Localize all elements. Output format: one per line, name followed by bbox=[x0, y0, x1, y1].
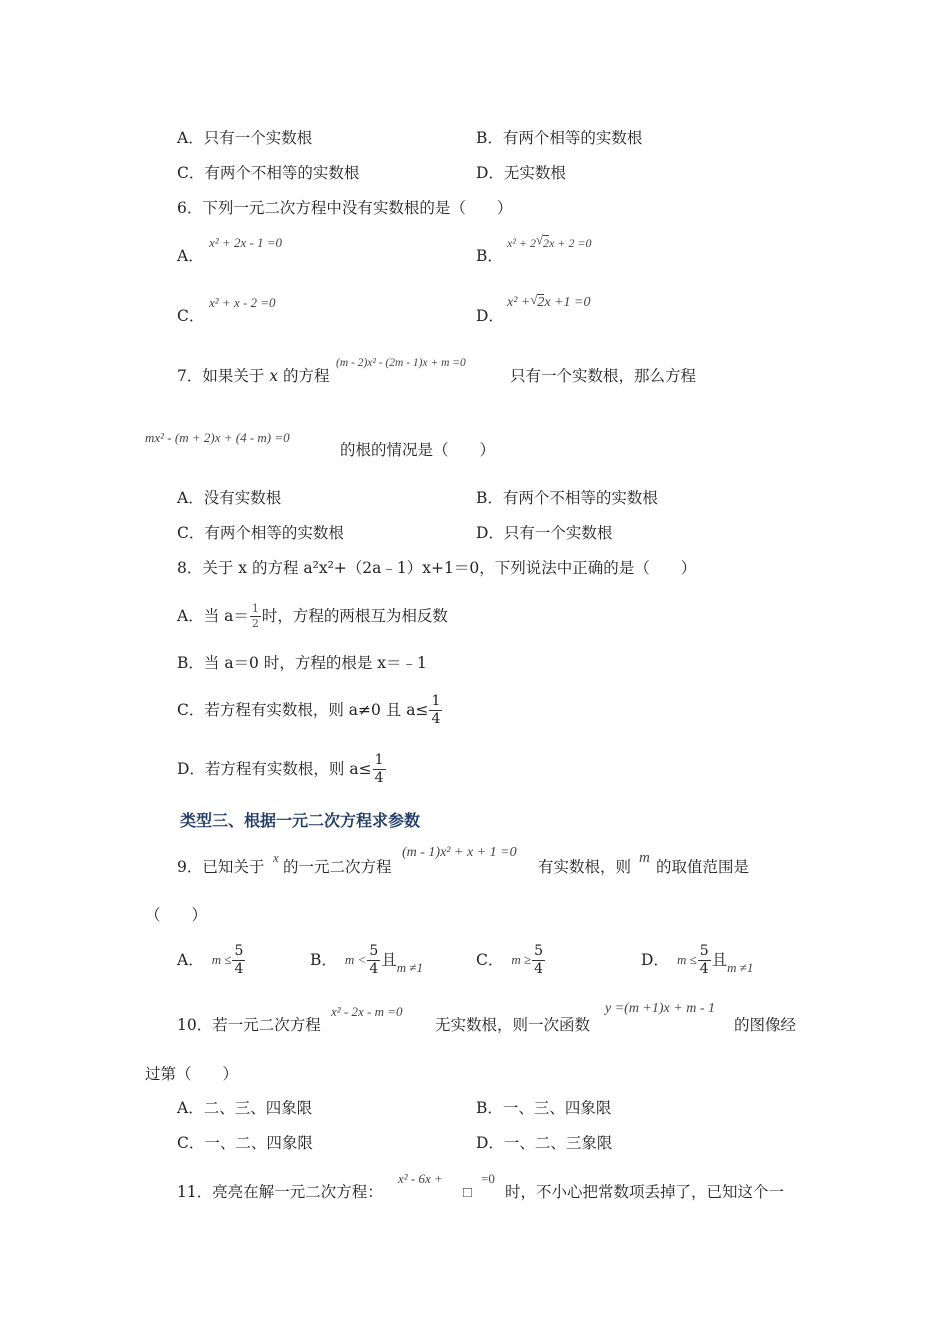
q5-option-d: D．无实数根 bbox=[476, 164, 566, 182]
q9-option-a-fraction: $\frac{5}{4}$ bbox=[234, 942, 244, 977]
q7-equation-1: (m - 2)x² - (2m - 1)x + m =0 bbox=[336, 357, 466, 369]
q8-option-c-fraction: $\frac{1}{4}$ bbox=[431, 692, 441, 727]
q10-stem-part3: 的图像经 bbox=[734, 1016, 797, 1034]
q9-var-m: m bbox=[639, 850, 650, 866]
q6-option-b-label: B． bbox=[476, 247, 503, 265]
q7-option-b: B．有两个不相等的实数根 bbox=[476, 489, 658, 507]
q9-option-d: D． m ≤ $\frac{5}{4}$ 且 m ≠1 bbox=[641, 942, 754, 977]
q7-equation-2: mx² - (m + 2)x + (4 - m) =0 bbox=[145, 430, 290, 445]
section-heading: 类型三、根据一元二次方程求参数 bbox=[180, 811, 421, 830]
q9-equation: (m - 1)x² + x + 1 =0 bbox=[402, 845, 517, 860]
q9-stem-part4: 的取值范围是 bbox=[656, 858, 750, 876]
q9-option-c-fraction: $\frac{5}{4}$ bbox=[534, 942, 544, 977]
q9-option-a: A． m ≤ $\frac{5}{4}$ bbox=[177, 942, 244, 977]
q6-option-b-equation: x² + 2 √ 2x + 2 =0 bbox=[507, 232, 592, 250]
q10-stem-part1: 10．若一元二次方程 bbox=[177, 1016, 321, 1034]
q5-option-c: C．有两个不相等的实数根 bbox=[177, 164, 360, 182]
q8-option-d-fraction: $\frac{1}{4}$ bbox=[374, 751, 384, 786]
q11-equation-right: =0 bbox=[481, 1171, 495, 1186]
q10-equation: x² - 2x - m =0 bbox=[331, 1004, 403, 1019]
q6-option-d-label: D． bbox=[476, 307, 504, 325]
q9-stem-part1: 9．已知关于 bbox=[177, 858, 265, 876]
q10-stem-part2: 无实数根，则一次函数 bbox=[435, 1016, 591, 1034]
q6-option-a-label: A． bbox=[177, 247, 204, 265]
q9-option-b-fraction: $\frac{5}{4}$ bbox=[369, 942, 379, 977]
q9-answer-paren: （ ） bbox=[145, 906, 208, 924]
q11-stem-part1: 11．亮亮在解一元二次方程： bbox=[177, 1183, 383, 1201]
q7-option-d: D．只有一个实数根 bbox=[476, 524, 613, 542]
q9-stem-part2: 的一元二次方程 bbox=[283, 858, 392, 876]
q11-equation-left: x² - 6x + bbox=[398, 1171, 443, 1186]
q8-option-a: A．当 a＝ $\frac{1}{2}$ 时，方程的两根互为相反数 bbox=[177, 601, 448, 630]
q8-option-b: B．当 a＝0 时，方程的根是 x＝﹣1 bbox=[177, 654, 427, 672]
q6-option-d-equation: x² + √ 2x +1 =0 bbox=[507, 292, 591, 310]
q9-option-d-fraction: $\frac{5}{4}$ bbox=[699, 942, 709, 977]
q6-option-c-equation: x² + x - 2 =0 bbox=[209, 295, 276, 310]
q6-option-c-label: C． bbox=[177, 307, 205, 325]
q10-option-c: C．一、二、四象限 bbox=[177, 1134, 313, 1152]
q7-option-c: C．有两个相等的实数根 bbox=[177, 524, 344, 542]
q8-option-c: C．若方程有实数根，则 a≠0 且 a≤ $\frac{1}{4}$ bbox=[177, 692, 441, 727]
q5-option-b: B．有两个相等的实数根 bbox=[476, 129, 643, 147]
q6-option-a-equation: x² + 2x - 1 =0 bbox=[209, 235, 283, 250]
q9-stem-part3: 有实数根，则 bbox=[538, 858, 632, 876]
q9-var-x: x bbox=[273, 850, 279, 865]
q10-function: y =(m +1)x + m - 1 bbox=[605, 1001, 715, 1016]
q9-option-b: B． m < $\frac{5}{4}$ 且 m ≠1 bbox=[310, 942, 424, 977]
q8-stem: 8．关于 x 的方程 a²x²+（2a﹣1）x+1＝0，下列说法中正确的是（ ） bbox=[177, 559, 697, 577]
q10-option-d: D．一、二、三象限 bbox=[476, 1134, 613, 1152]
q11-blank-box: □ bbox=[463, 1185, 473, 1201]
q10-option-b: B．一、三、四象限 bbox=[476, 1099, 612, 1117]
q11-stem-part2: 时，不小心把常数项丢掉了，已知这个一 bbox=[505, 1183, 785, 1201]
q10-option-a: A．二、三、四象限 bbox=[177, 1099, 313, 1117]
q10-stem-part4: 过第（ ） bbox=[145, 1065, 239, 1083]
q5-option-a: A．只有一个实数根 bbox=[177, 129, 313, 147]
q7-stem-part1: 7．如果关于 x 的方程 bbox=[177, 367, 330, 385]
q7-stem-part3: 的根的情况是（ ） bbox=[340, 441, 496, 459]
q8-option-a-fraction: $\frac{1}{2}$ bbox=[251, 601, 259, 630]
q6-stem: 6．下列一元二次方程中没有实数根的是（ ） bbox=[177, 199, 513, 217]
q7-option-a: A．没有实数根 bbox=[177, 489, 282, 507]
q8-option-d: D．若方程有实数根，则 a≤ $\frac{1}{4}$ bbox=[177, 751, 384, 786]
q7-stem-part2: 只有一个实数根，那么方程 bbox=[510, 367, 697, 385]
q9-option-c: C． m ≥ $\frac{5}{4}$ bbox=[476, 942, 544, 977]
